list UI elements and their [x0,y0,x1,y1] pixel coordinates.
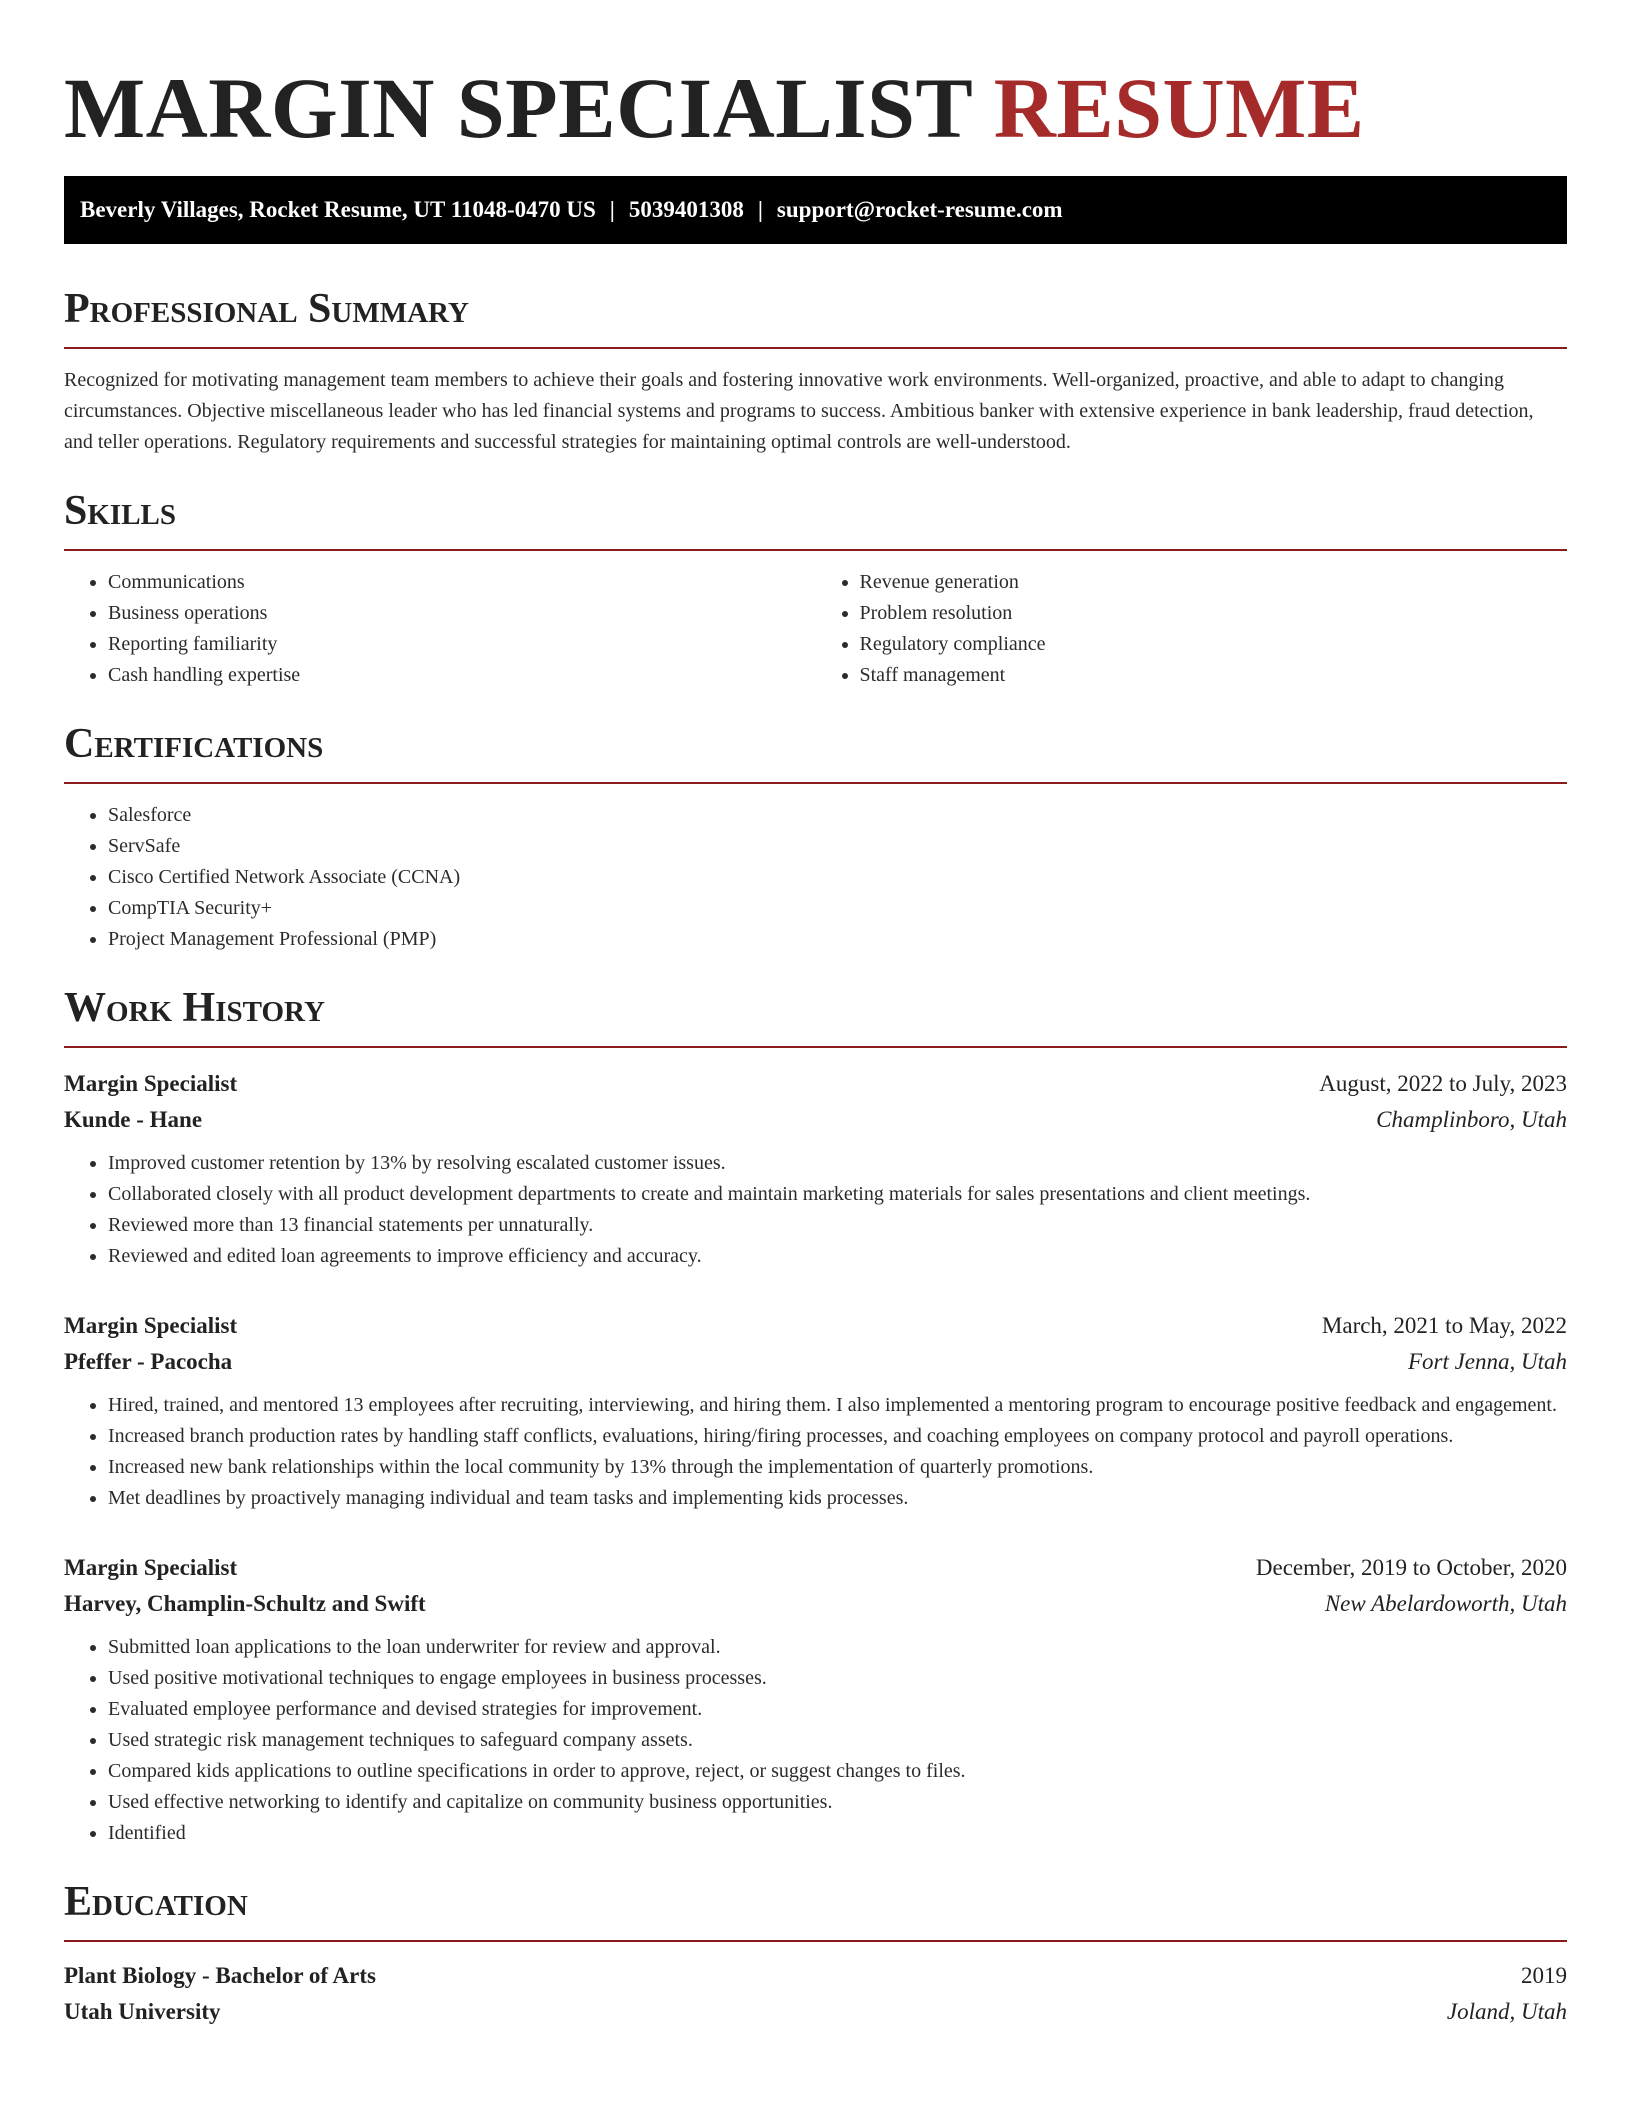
list-item: • Problem resolution [860,598,1568,629]
list-item: • Reviewed more than 13 financial statements per unnaturally. [108,1210,1567,1241]
job-company: Kunde - Hane [64,1107,203,1132]
list-item: • Communications [108,567,816,598]
list-item: • Compared kids applications to outline specifications in order to approve, reject, or suggest changes to files. [108,1756,1567,1787]
section-heading-certifications: Certifications [64,721,324,767]
title-main: MARGIN SPECIALIST [64,60,972,156]
list-item: • Staff management [860,660,1568,691]
list-item: • Used positive motivational techniques to engage employees in business processes. [108,1663,1567,1694]
title-accent: RESUME [993,60,1365,156]
list-item: • Submitted loan applications to the loan underwriter for review and approval. [108,1632,1567,1663]
summary-text: Recognized for motivating management team members to achieve their goals and fostering innovative work environments. Well-organized, proactive, and able to adapt to changing circumstances. Objective miscellaneous leader who has led financial systems and programs to success. Ambitious banker with extensive experience in bank leadership, fraud detection, and teller operations. Regulatory requirements and successful strategies for maintaining optimal controls are well-understood. [64,369,1534,453]
list-item: • Salesforce [108,800,1567,831]
contact-separator: | [757,197,763,222]
certifications-section [64,719,1567,955]
job-bullets [64,1632,1567,1849]
job-header-row [64,1550,1567,1586]
job-dates: August, 2022 to July, 2023 [1319,1071,1567,1096]
section-divider [64,1046,1567,1048]
job-location: Fort Jenna, Utah [1407,1349,1567,1374]
list-item: • Used strategic risk management techniques to safeguard company assets. [108,1725,1567,1756]
list-item: • Hired, trained, and mentored 13 employees after recruiting, interviewing, and hiring them. I also implemented a mentoring program to encourage positive feedback and engagement. [108,1390,1567,1421]
list-item: • CompTIA Security+ [108,893,1567,924]
list-item: • Improved customer retention by 13% by resolving escalated customer issues. [108,1148,1567,1179]
skills-grid [64,551,1567,691]
summary-section [64,284,1567,458]
job-entry [64,1550,1567,1849]
list-item: • Used effective networking to identify and capitalize on community business opportunities. [108,1787,1567,1818]
skills-list-left [64,567,816,691]
job-bullets [64,1148,1567,1272]
work-history-section [64,983,1567,1849]
resume-page [64,0,1567,2030]
job-header-row [64,1308,1567,1344]
job-company-row [64,1344,1567,1380]
list-item: • Business operations [108,598,816,629]
contact-address: Beverly Villages, Rocket Resume, UT 11048-0470 US [80,197,596,222]
list-item: • Increased new bank relationships within the local community by 13% through the implementation of quarterly promotions. [108,1452,1567,1483]
education-school: Utah University [64,1999,221,2024]
certifications-list [64,800,1567,955]
job-company-row [64,1102,1567,1138]
contact-separator: | [609,197,615,222]
job-company: Harvey, Champlin-Schultz and Swift [64,1591,426,1616]
section-heading-education: Education [64,1879,248,1925]
job-title: Margin Specialist [64,1071,238,1096]
education-entry [64,1958,1567,2030]
education-section [64,1877,1567,2030]
list-item: • Collaborated closely with all product development departments to create and maintain marketing materials for sales presentations and client meetings. [108,1179,1567,1210]
skills-section [64,486,1567,691]
skills-list-right [816,567,1568,691]
education-school-row [64,1994,1567,2030]
job-company-row [64,1586,1567,1622]
section-divider [64,782,1567,784]
education-degree: Plant Biology - Bachelor of Arts [64,1963,376,1988]
section-heading-skills: Skills [64,488,177,534]
job-location: New Abelardoworth, Utah [1324,1591,1567,1616]
list-item: • Reviewed and edited loan agreements to improve efficiency and accuracy. [108,1241,1567,1272]
job-header-row [64,1066,1567,1102]
job-company: Pfeffer - Pacocha [64,1349,233,1374]
section-heading-work-history: Work History [64,985,325,1031]
list-item: • Revenue generation [860,567,1568,598]
contact-phone[interactable]: 5039401308 [628,197,744,222]
job-bullets [64,1390,1567,1514]
section-heading-summary: Professional Summary [64,286,469,332]
job-entry [64,1308,1567,1514]
job-title: Margin Specialist [64,1555,238,1580]
list-item: • Regulatory compliance [860,629,1568,660]
job-dates: March, 2021 to May, 2022 [1321,1313,1567,1338]
job-entry [64,1066,1567,1272]
resume-title [64,62,1567,154]
list-item: • Increased branch production rates by handling staff conflicts, evaluations, hiring/firing processes, and coaching employees on company protocol and payroll operations. [108,1421,1567,1452]
section-divider [64,347,1567,349]
list-item: • Reporting familiarity [108,629,816,660]
list-item: • ServSafe [108,831,1567,862]
job-dates: December, 2019 to October, 2020 [1255,1555,1567,1580]
education-year: 2019 [1521,1963,1567,1988]
list-item: • Cash handling expertise [108,660,816,691]
list-item: • Met deadlines by proactively managing individual and team tasks and implementing kids processes. [108,1483,1567,1514]
list-item: • Identified [108,1818,1567,1849]
contact-bar [64,176,1567,244]
education-location: Joland, Utah [1446,1999,1567,2024]
list-item: • Cisco Certified Network Associate (CCNA) [108,862,1567,893]
contact-email[interactable]: support@rocket-resume.com [776,197,1063,222]
list-item: • Project Management Professional (PMP) [108,924,1567,955]
list-item: • Evaluated employee performance and devised strategies for improvement. [108,1694,1567,1725]
education-degree-row [64,1958,1567,1994]
job-title: Margin Specialist [64,1313,238,1338]
section-divider [64,1940,1567,1942]
job-location: Champlinboro, Utah [1376,1107,1567,1132]
